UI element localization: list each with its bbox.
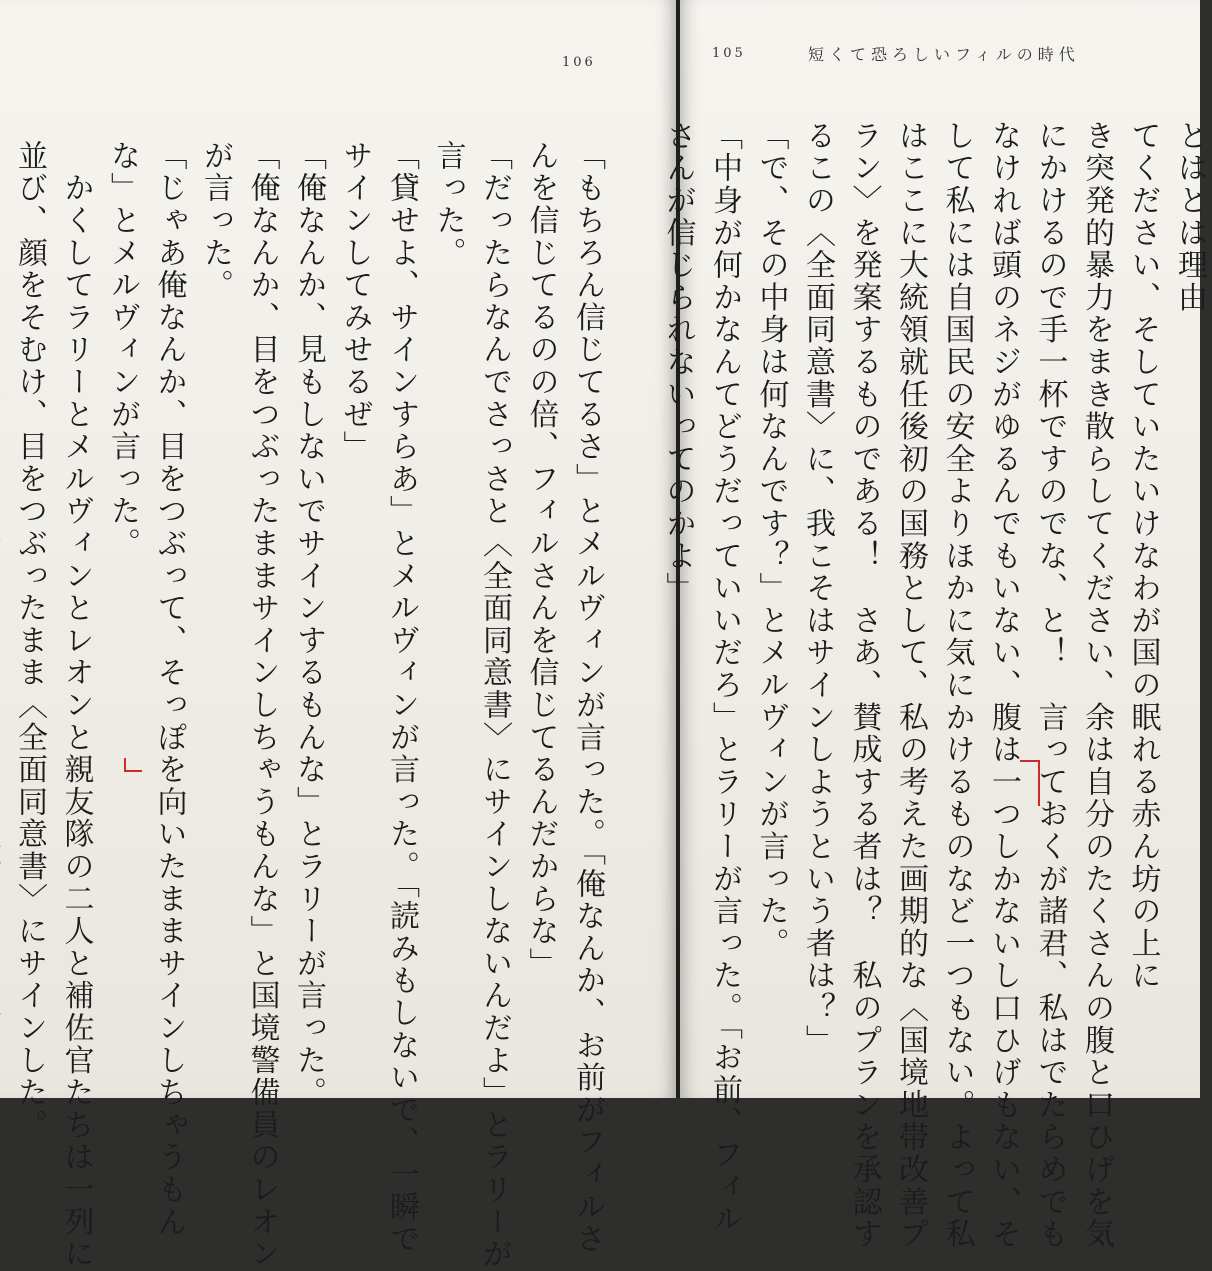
text-line: ラン〉を発案するものである！ さあ、賛成する者は？ 私のプランを承認す	[840, 120, 887, 1078]
text-line: んを信じてるのの倍、フィルさんを信じてるんだからな」	[517, 140, 564, 1098]
text-line: なければ頭のネジがゆるんでもいない、腹は一つしかないし口ひげもない、そ	[980, 120, 1027, 1078]
text-line: 「中身が何かなんてどうだっていいだろ」とラリーが言った。「お前、フィル	[701, 120, 748, 1078]
text-line: 「じゃあ俺なんか、目をつぶって、そっぽを向いたままサインしちゃうもん	[145, 140, 192, 1098]
right-page	[680, 0, 1200, 1098]
left-page	[0, 0, 676, 1098]
text-line: 「もちろん信じてるさ」とメルヴィンが言った。「俺なんか、お前がフィルさ	[564, 140, 611, 1098]
red-proof-mark	[1020, 760, 1040, 806]
text-line: な」とメルヴィンが言った。	[99, 140, 146, 1098]
text-line: き突発的暴力をまき散らしてください、余は自分のたくさんの腹と口ひげを気	[1073, 120, 1120, 1078]
text-line: 並び、顔をそむけ、目をつぶったまま〈全面同意書〉にサインした。	[6, 140, 53, 1098]
text-line: てください、そしていたいけなわが国の眠れる赤ん坊の上に	[1119, 120, 1166, 1078]
text-line: 言った。	[424, 140, 471, 1098]
text-line: さんが信じられないってのかよ」	[654, 120, 701, 1078]
text-line: 「俺なんか、見もしないでサインするもんな」とラリーが言った。	[285, 140, 332, 1098]
text-line: 「俺なんか、目をつぶったままサインしちゃうもんな」と国境警備員のレオン	[238, 140, 285, 1098]
body-text	[0, 140, 610, 1098]
text-line: 「貸せよ、サインすらあ」とメルヴィンが言った。「読みもしないで、一瞬で	[378, 140, 425, 1098]
text-line: かくしてラリーとメルヴィンとレオンと親友隊の二人と補佐官たちは一列に	[52, 140, 99, 1098]
text-line: にかけるので手一杯ですのでな、と！ 言っておくが諸君、私はでたらめでも	[1026, 120, 1073, 1078]
page-number: 106	[562, 55, 596, 70]
red-proof-mark	[124, 758, 142, 772]
text-line: して私には自国民の安全よりほかに気にかけるものなど一つもない。よって私	[933, 120, 980, 1078]
text-line: 「だったらなんでさっさと〈全面同意書〉にサインしないんだよ」とラリーが	[471, 140, 518, 1098]
text-line: はここに大統領就任後初の国務として、私の考えた画期的な〈国境地帯改善プ	[887, 120, 934, 1078]
text-line: るこの〈全面同意書〉に、我こそはサインしようという者は？」	[794, 120, 841, 1078]
text-line	[0, 140, 6, 1098]
running-title: 短くて恐ろしいフィルの時代	[808, 42, 1080, 65]
text-line: が言った。	[192, 140, 239, 1098]
text-line: 「で、その中身は何なんです？」とメルヴィンが言った。	[747, 120, 794, 1078]
page-number: 105	[712, 46, 746, 61]
text-line: サインしてみせるぜ」	[331, 140, 378, 1098]
text-line: とはとは理由	[1166, 120, 1212, 1078]
body-text	[654, 120, 1212, 1078]
